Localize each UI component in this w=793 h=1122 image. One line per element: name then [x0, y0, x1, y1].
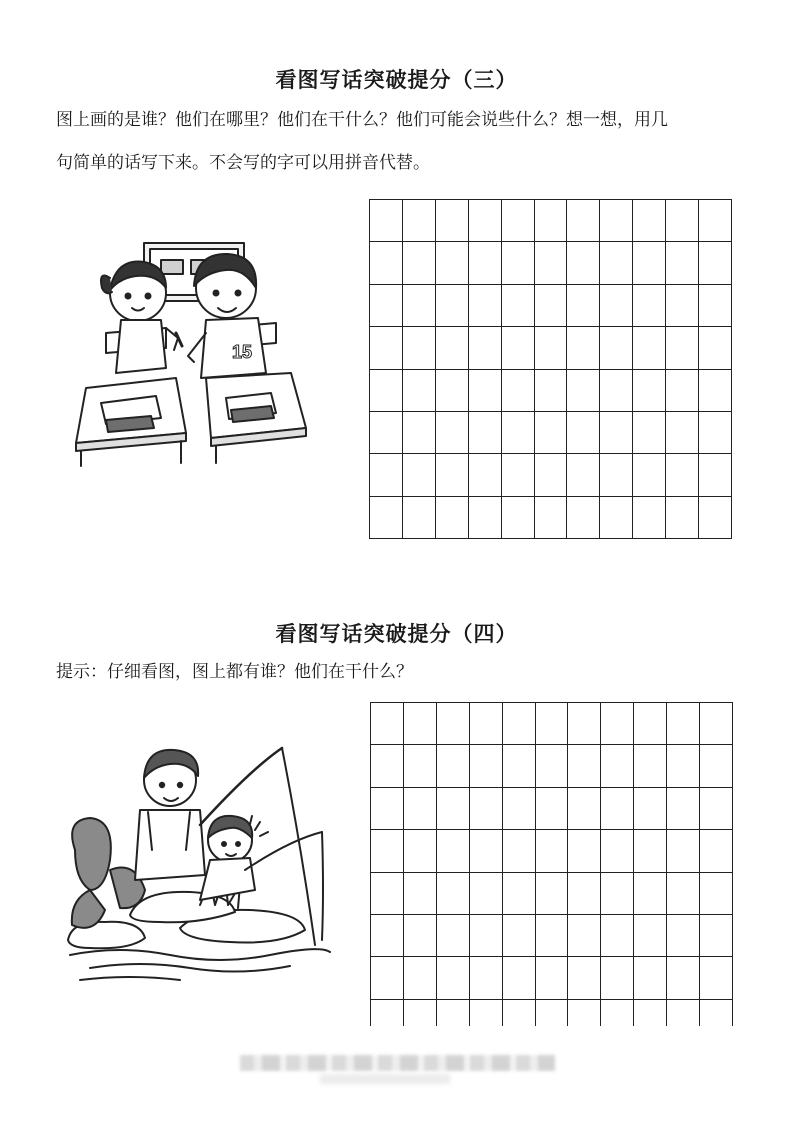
grid-cell[interactable] [666, 412, 699, 454]
grid-cell[interactable] [403, 242, 436, 284]
grid-cell[interactable] [436, 285, 469, 327]
grid-cell[interactable] [567, 370, 600, 412]
section-1-title: 看图写话突破提分（三） [275, 67, 518, 92]
grid-cell[interactable] [436, 327, 469, 369]
grid-cell[interactable] [436, 200, 469, 242]
grid-cell[interactable] [699, 285, 732, 327]
grid-cell[interactable] [403, 412, 436, 454]
grid-cell[interactable] [535, 327, 568, 369]
grid-cell[interactable] [600, 370, 633, 412]
grid-cell[interactable] [600, 454, 633, 496]
grid-cell[interactable] [502, 370, 535, 412]
grid-cell[interactable] [666, 200, 699, 242]
grid-cell[interactable] [503, 703, 536, 745]
grid-cell[interactable] [699, 242, 732, 284]
grid-cell[interactable] [470, 703, 503, 745]
grid-cell[interactable] [667, 1000, 700, 1026]
grid-cell[interactable] [371, 830, 404, 872]
grid-cell[interactable] [666, 370, 699, 412]
grid-cell[interactable] [699, 412, 732, 454]
grid-cell[interactable] [699, 454, 732, 496]
grid-cell[interactable] [436, 454, 469, 496]
grid-cell[interactable] [370, 412, 403, 454]
grid-cell[interactable] [535, 370, 568, 412]
grid-cell[interactable] [567, 454, 600, 496]
grid-cell[interactable] [370, 285, 403, 327]
grid-cell[interactable] [634, 745, 667, 787]
grid-cell[interactable] [503, 957, 536, 999]
grid-cell[interactable] [437, 830, 470, 872]
grid-cell[interactable] [370, 370, 403, 412]
grid-cell[interactable] [470, 830, 503, 872]
grid-cell[interactable] [371, 915, 404, 957]
grid-cell[interactable] [403, 285, 436, 327]
grid-cell[interactable] [666, 327, 699, 369]
grid-cell[interactable] [436, 497, 469, 539]
grid-cell[interactable] [567, 327, 600, 369]
grid-cell[interactable] [667, 957, 700, 999]
grid-cell[interactable] [535, 454, 568, 496]
grid-cell[interactable] [503, 915, 536, 957]
grid-cell[interactable] [536, 788, 569, 830]
grid-cell[interactable] [634, 915, 667, 957]
grid-cell[interactable] [633, 285, 666, 327]
grid-cell[interactable] [699, 200, 732, 242]
grid-cell[interactable] [699, 327, 732, 369]
grid-cell[interactable] [667, 788, 700, 830]
grid-cell[interactable] [404, 957, 437, 999]
grid-cell[interactable] [633, 454, 666, 496]
grid-cell[interactable] [404, 915, 437, 957]
grid-cell[interactable] [469, 242, 502, 284]
grid-cell[interactable] [371, 1000, 404, 1026]
grid-cell[interactable] [535, 497, 568, 539]
grid-cell[interactable] [699, 497, 732, 539]
grid-cell[interactable] [634, 1000, 667, 1026]
grid-cell[interactable] [667, 915, 700, 957]
grid-cell[interactable] [502, 497, 535, 539]
grid-cell[interactable] [567, 285, 600, 327]
grid-cell[interactable] [601, 1000, 634, 1026]
grid-cell[interactable] [700, 830, 733, 872]
section-2-prompt: 提示：仔细看图，图上都有谁？他们在干什么？ [56, 662, 413, 682]
grid-cell[interactable] [700, 957, 733, 999]
grid-cell[interactable] [634, 788, 667, 830]
grid-cell[interactable] [633, 327, 666, 369]
grid-cell[interactable] [536, 1000, 569, 1026]
grid-cell[interactable] [667, 830, 700, 872]
grid-cell[interactable] [568, 915, 601, 957]
grid-cell[interactable] [568, 957, 601, 999]
grid-cell[interactable] [666, 497, 699, 539]
grid-cell[interactable] [601, 703, 634, 745]
grid-cell[interactable] [436, 412, 469, 454]
grid-cell[interactable] [568, 830, 601, 872]
grid-cell[interactable] [404, 1000, 437, 1026]
grid-cell[interactable] [437, 745, 470, 787]
grid-cell[interactable] [470, 1000, 503, 1026]
writing-grid-1[interactable] [369, 199, 732, 539]
grid-cell[interactable] [535, 285, 568, 327]
grid-cell[interactable] [536, 957, 569, 999]
grid-cell[interactable] [470, 873, 503, 915]
grid-cell[interactable] [436, 242, 469, 284]
grid-cell[interactable] [503, 788, 536, 830]
grid-cell[interactable] [601, 873, 634, 915]
grid-cell[interactable] [633, 412, 666, 454]
jersey-number: 15 [232, 342, 253, 362]
grid-cell[interactable] [404, 873, 437, 915]
grid-cell[interactable] [667, 703, 700, 745]
grid-cell[interactable] [601, 788, 634, 830]
grid-cell[interactable] [568, 703, 601, 745]
grid-cell[interactable] [535, 412, 568, 454]
grid-cell[interactable] [371, 873, 404, 915]
grid-cell[interactable] [437, 703, 470, 745]
grid-cell[interactable] [370, 327, 403, 369]
grid-cell[interactable] [470, 957, 503, 999]
grid-cell[interactable] [700, 915, 733, 957]
grid-cell[interactable] [371, 788, 404, 830]
grid-cell[interactable] [536, 830, 569, 872]
section-1-instruction-line-1: 图上画的是谁？他们在哪里？他们在干什么？他们可能会说些什么？想一想，用几 [56, 110, 668, 130]
grid-cell[interactable] [503, 1000, 536, 1026]
grid-cell[interactable] [601, 915, 634, 957]
grid-cell[interactable] [370, 200, 403, 242]
grid-cell[interactable] [502, 285, 535, 327]
grid-cell[interactable] [503, 830, 536, 872]
grid-cell[interactable] [404, 830, 437, 872]
grid-cell[interactable] [536, 873, 569, 915]
grid-cell[interactable] [667, 745, 700, 787]
grid-cell[interactable] [567, 412, 600, 454]
grid-cell[interactable] [370, 497, 403, 539]
grid-cell[interactable] [633, 497, 666, 539]
grid-cell[interactable] [370, 454, 403, 496]
grid-cell[interactable] [404, 703, 437, 745]
grid-cell[interactable] [633, 200, 666, 242]
grid-cell[interactable] [502, 242, 535, 284]
grid-cell[interactable] [568, 873, 601, 915]
grid-cell[interactable] [567, 242, 600, 284]
blurred-footer-watermark-line-2 [320, 1074, 450, 1084]
grid-cell[interactable] [633, 370, 666, 412]
grid-cell[interactable] [601, 745, 634, 787]
grid-cell[interactable] [601, 830, 634, 872]
grid-cell[interactable] [700, 788, 733, 830]
grid-cell[interactable] [700, 1000, 733, 1026]
grid-cell[interactable] [568, 788, 601, 830]
grid-cell[interactable] [503, 745, 536, 787]
grid-cell[interactable] [600, 242, 633, 284]
grid-cell[interactable] [469, 327, 502, 369]
grid-cell[interactable] [600, 497, 633, 539]
grid-cell[interactable] [666, 454, 699, 496]
grid-cell[interactable] [437, 873, 470, 915]
grid-cell[interactable] [503, 873, 536, 915]
section-1-instruction-line-2: 句简单的话写下来。不会写的字可以用拼音代替。 [56, 153, 430, 173]
grid-cell[interactable] [470, 745, 503, 787]
grid-cell[interactable] [667, 873, 700, 915]
grid-cell[interactable] [437, 915, 470, 957]
grid-cell[interactable] [502, 412, 535, 454]
grid-cell[interactable] [469, 285, 502, 327]
grid-cell[interactable] [502, 454, 535, 496]
grid-cell[interactable] [469, 497, 502, 539]
grid-cell[interactable] [699, 370, 732, 412]
grid-cell[interactable] [436, 370, 469, 412]
grid-cell[interactable] [535, 242, 568, 284]
grid-cell[interactable] [403, 454, 436, 496]
grid-cell[interactable] [437, 1000, 470, 1026]
grid-cell[interactable] [403, 200, 436, 242]
grid-cell[interactable] [666, 242, 699, 284]
grid-cell[interactable] [536, 915, 569, 957]
grid-cell[interactable] [371, 957, 404, 999]
grid-cell[interactable] [371, 745, 404, 787]
grid-cell[interactable] [633, 242, 666, 284]
grid-cell[interactable] [404, 745, 437, 787]
grid-cell[interactable] [700, 745, 733, 787]
grid-cell[interactable] [536, 745, 569, 787]
grid-cell[interactable] [600, 327, 633, 369]
grid-cell[interactable] [437, 788, 470, 830]
grid-cell[interactable] [600, 412, 633, 454]
grid-cell[interactable] [469, 370, 502, 412]
grid-cell[interactable] [470, 915, 503, 957]
grid-cell[interactable] [568, 1000, 601, 1026]
grid-cell[interactable] [370, 242, 403, 284]
writing-grid-2[interactable] [370, 702, 733, 1026]
classroom-illustration [66, 238, 316, 468]
blurred-footer-watermark [240, 1055, 555, 1071]
grid-cell[interactable] [469, 412, 502, 454]
grid-cell[interactable] [700, 873, 733, 915]
grid-cell[interactable] [403, 327, 436, 369]
fishing-illustration [60, 740, 340, 990]
grid-cell[interactable] [437, 957, 470, 999]
grid-cell[interactable] [403, 497, 436, 539]
grid-cell[interactable] [469, 200, 502, 242]
grid-cell[interactable] [700, 703, 733, 745]
grid-cell[interactable] [470, 788, 503, 830]
grid-cell[interactable] [634, 703, 667, 745]
grid-cell[interactable] [567, 200, 600, 242]
grid-cell[interactable] [536, 703, 569, 745]
section-2-title: 看图写话突破提分（四） [275, 621, 518, 646]
grid-cell[interactable] [600, 200, 633, 242]
grid-cell[interactable] [600, 285, 633, 327]
grid-cell[interactable] [634, 873, 667, 915]
grid-cell[interactable] [601, 957, 634, 999]
grid-cell[interactable] [469, 454, 502, 496]
grid-cell[interactable] [403, 370, 436, 412]
grid-cell[interactable] [634, 957, 667, 999]
grid-cell[interactable] [568, 745, 601, 787]
grid-cell[interactable] [404, 788, 437, 830]
grid-cell[interactable] [634, 830, 667, 872]
grid-cell[interactable] [567, 497, 600, 539]
grid-cell[interactable] [502, 200, 535, 242]
grid-cell[interactable] [666, 285, 699, 327]
grid-cell[interactable] [535, 200, 568, 242]
grid-cell[interactable] [502, 327, 535, 369]
grid-cell[interactable] [371, 703, 404, 745]
